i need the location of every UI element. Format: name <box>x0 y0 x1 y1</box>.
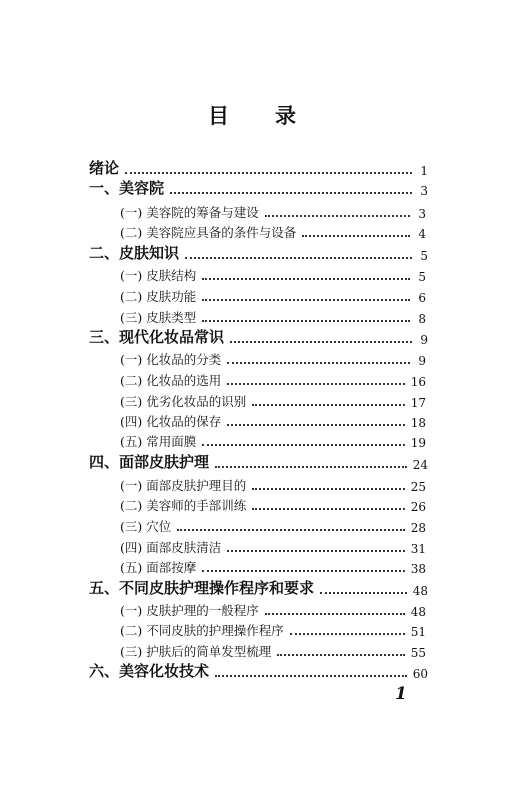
dot-leader <box>170 192 412 194</box>
toc-entry-page: 60 <box>412 667 428 681</box>
toc-entry-page: 9 <box>420 333 428 347</box>
dot-leader <box>252 508 404 510</box>
dot-leader <box>227 362 410 364</box>
toc-entry-label: (二) 化妆品的选用 <box>120 373 222 388</box>
toc-entry-label: (一) 皮肤护理的一般程序 <box>120 603 259 618</box>
dot-leader <box>125 172 412 174</box>
toc-entry-page: 6 <box>418 291 426 305</box>
dot-leader <box>215 675 407 677</box>
toc-section <box>120 369 426 389</box>
toc-entry-page: 26 <box>410 500 426 514</box>
dot-leader <box>202 278 410 280</box>
toc-entry-label: (五) 面部按摩 <box>120 560 197 575</box>
page-number: 1 <box>395 684 407 704</box>
dot-leader <box>177 529 404 531</box>
toc-entry-label: (一) 面部皮肤护理目的 <box>120 478 247 493</box>
dot-leader <box>252 404 404 406</box>
dot-leader <box>290 633 405 635</box>
toc-section <box>120 640 426 660</box>
dot-leader <box>202 570 404 572</box>
toc-entry-label: (二) 美容师的手部训练 <box>120 498 247 513</box>
toc-chapter <box>89 158 428 178</box>
toc-chapter <box>89 661 428 681</box>
toc-entry-label: 二、皮肤知识 <box>89 244 180 262</box>
toc-entry-page: 19 <box>410 436 426 450</box>
toc-entry-label: (三) 护肤后的简单发型梳理 <box>120 644 272 659</box>
toc-entry-page: 55 <box>410 646 426 660</box>
toc-entry-label: 五、不同皮肤护理操作程序和要求 <box>89 579 315 597</box>
dot-leader <box>185 257 412 259</box>
toc-chapter <box>89 178 428 198</box>
toc-entry-page: 18 <box>410 416 426 430</box>
dot-leader <box>227 424 404 426</box>
dot-leader <box>252 488 404 490</box>
toc-section <box>120 390 426 410</box>
toc-entry-page: 3 <box>420 184 428 198</box>
toc-section <box>120 515 426 535</box>
toc-entry-page: 5 <box>418 270 426 284</box>
toc-entry-page: 51 <box>410 625 426 639</box>
toc-section <box>120 285 426 305</box>
toc-entry-page: 5 <box>420 249 428 263</box>
toc-section <box>120 556 426 576</box>
toc-section <box>120 494 426 514</box>
toc-entry-label: 三、现代化妆品常识 <box>89 328 225 346</box>
toc-entry-label: (五) 常用面膜 <box>120 434 197 449</box>
title-char-1: 目 <box>208 103 231 128</box>
toc-entry-label: (四) 面部皮肤清洁 <box>120 540 222 555</box>
toc-chapter <box>89 243 428 263</box>
toc-section <box>120 430 426 450</box>
toc-section <box>120 410 426 430</box>
dot-leader <box>277 654 404 656</box>
dot-leader <box>265 613 405 615</box>
toc-entry-label: (四) 化妆品的保存 <box>120 414 222 429</box>
toc-chapter <box>89 327 428 347</box>
page-title <box>0 100 506 130</box>
toc-entry-label: (一) 化妆品的分类 <box>120 352 222 367</box>
toc-section <box>120 599 426 619</box>
toc-entry-label: (三) 优劣化妆品的识别 <box>120 394 247 409</box>
toc-entry-label: (一) 皮肤结构 <box>120 268 197 283</box>
toc-section <box>120 264 426 284</box>
toc-section <box>120 306 426 326</box>
toc-entry-label: 绪论 <box>89 159 120 177</box>
dot-leader <box>215 466 407 468</box>
toc-entry-label: 六、美容化妆技术 <box>89 662 210 680</box>
dot-leader <box>265 215 410 217</box>
toc-entry-label: (二) 皮肤功能 <box>120 289 197 304</box>
toc-section <box>120 619 426 639</box>
toc-entry-page: 31 <box>410 542 426 556</box>
toc-entry-page: 1 <box>420 164 428 178</box>
toc-entry-page: 17 <box>410 396 426 410</box>
toc-section <box>120 474 426 494</box>
dot-leader <box>202 320 410 322</box>
dot-leader <box>230 341 412 343</box>
toc-chapter <box>89 452 428 472</box>
toc-entry-label: (三) 穴位 <box>120 519 172 534</box>
toc-entry-page: 25 <box>410 480 426 494</box>
dot-leader <box>202 444 404 446</box>
toc-entry-page: 4 <box>418 227 426 241</box>
toc-entry-page: 16 <box>410 375 426 389</box>
toc-section <box>120 221 426 241</box>
toc-entry-label: (二) 美容院应具备的条件与设备 <box>120 225 297 240</box>
toc-chapter <box>89 578 428 598</box>
dot-leader <box>227 383 404 385</box>
dot-leader <box>320 592 407 594</box>
toc-entry-page: 8 <box>418 312 426 326</box>
dot-leader <box>302 235 410 237</box>
toc-entry-label: (一) 美容院的筹备与建设 <box>120 205 259 220</box>
title-char-2: 录 <box>275 103 298 128</box>
toc-entry-page: 48 <box>412 584 428 598</box>
toc-entry-page: 24 <box>412 458 428 472</box>
toc-entry-label: 一、美容院 <box>89 179 165 197</box>
toc-section <box>120 201 426 221</box>
dot-leader <box>227 550 404 552</box>
toc-entry-page: 9 <box>418 354 426 368</box>
toc-entry-page: 38 <box>410 562 426 576</box>
toc-entry-page: 28 <box>410 521 426 535</box>
toc-entry-page: 3 <box>418 207 426 221</box>
toc-entry-label: (三) 皮肤类型 <box>120 310 197 325</box>
toc-section <box>120 536 426 556</box>
dot-leader <box>202 299 410 301</box>
toc-entry-label: 四、面部皮肤护理 <box>89 453 210 471</box>
toc-entry-label: (二) 不同皮肤的护理操作程序 <box>120 623 284 638</box>
toc-section <box>120 348 426 368</box>
toc-entry-page: 48 <box>410 605 426 619</box>
